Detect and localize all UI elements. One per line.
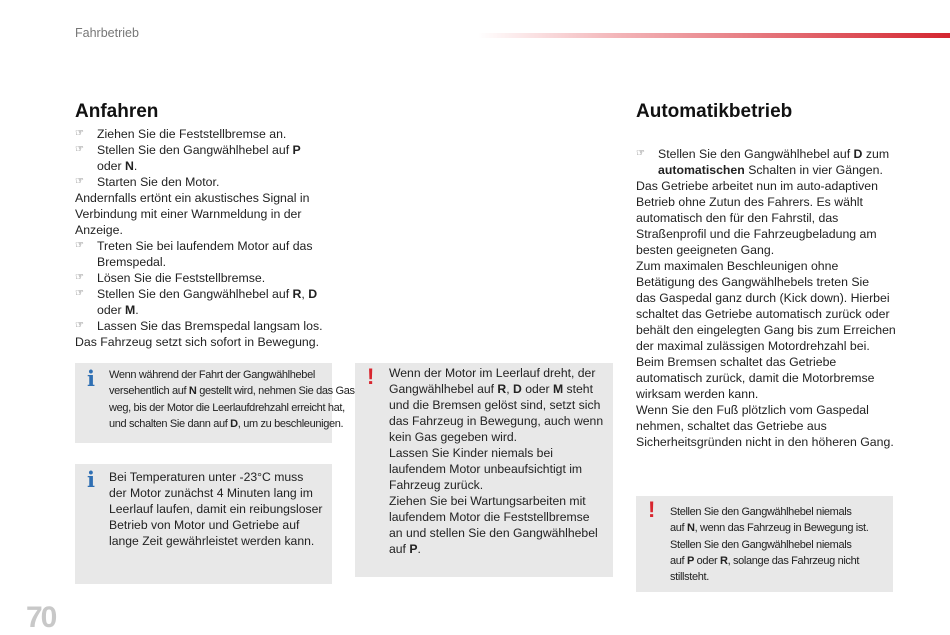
pointing-hand-icon: ☞ [636,148,645,159]
pointing-hand-icon: ☞ [75,240,84,251]
paragraph-line: Betätigung des Gangwählhebels treten Sie [636,275,870,289]
bullet-item: ☞ Lassen Sie das Bremspedal langsam los. [75,319,323,333]
text-line: und die Bremsen gelöst sind, setzt sich [389,398,601,412]
text-line: Ziehen Sie bei Wartungsarbeiten mit [389,494,586,508]
bullet-continuation: oder M. [97,303,139,317]
bullet-item: ☞ Stellen Sie den Gangwählhebel auf D zum [636,147,890,161]
text-line: laufendem Motor die Feststellbremse [389,510,590,524]
text-line: laufendem Motor unbeaufsichtigt im [389,462,583,476]
automatikbetrieb-title: Automatikbetrieb [636,101,793,122]
pointing-hand-icon: ☞ [75,320,84,331]
info-box-shift-neutral [75,363,355,443]
bullet-item: ☞ Treten Sie bei laufendem Motor auf das [75,239,313,253]
text-line: Wenn während der Fahrt der Gangwählhebel [109,369,315,381]
text-line: auf P oder R, solange das Fahrzeug nicht [670,554,860,567]
paragraph-line: Andernfalls ertönt ein akustisches Signal in [75,191,310,205]
bullet-item: ☞ Stellen Sie den Gangwählhebel auf P [75,143,301,157]
warning-box-neutral-park [636,496,893,592]
text-line: Bei Temperaturen unter -23°C muss [109,470,304,484]
paragraph-line: Wenn Sie den Fuß plötzlich vom Gaspedal [636,403,869,417]
text-line: stillsteht. [670,571,709,584]
paragraph-line: Das Getriebe arbeitet nun im auto-adaptiven [636,179,878,193]
text-line: Stellen Sie den Gangwählhebel niemals [670,506,852,518]
text-line: versehentlich auf N gestellt wird, nehmen Sie das Gas [109,385,355,398]
info-box-text [109,367,355,432]
paragraph-line: das Gaspedal ganz durch (Kick down). Hierbei [636,291,890,305]
pointing-hand-icon: ☞ [75,272,84,283]
info-icon: i [87,467,95,492]
paragraph-line: Das Fahrzeug setzt sich sofort in Bewegung. [75,335,320,349]
text-line: an und stellen Sie den Gangwählhebel [389,526,598,540]
bullet-continuation: oder N. [97,159,138,173]
warning-icon: ! [367,364,375,389]
paragraph-line: automatisch den für den Fahrstil, das [636,211,839,225]
text-line: Stellen Sie den Gangwählhebel niemals [670,538,852,551]
info-box-text [109,469,322,549]
info-icon: i [87,366,95,391]
anfahren-title: Anfahren [75,101,159,122]
bullet-continuation: automatischen Schalten in vier Gängen. [658,163,883,177]
text-line: der Motor zunächst 4 Minuten lang im [109,486,313,500]
bullet-item: ☞ Stellen Sie den Gangwählhebel auf R, D [75,287,318,301]
text-line: kein Gas gegeben wird. [389,430,518,444]
warning-box-text [389,365,603,557]
text-line: Wenn der Motor im Leerlauf dreht, der [389,366,596,380]
text-line: Gangwählhebel auf R, D oder M steht [389,382,593,396]
pointing-hand-icon: ☞ [75,128,84,139]
pointing-hand-icon: ☞ [75,288,84,299]
paragraph-line: Zum maximalen Beschleunigen ohne [636,259,839,273]
text-line: und schalten Sie dann auf D, um zu beschleunigen. [109,417,344,430]
section-header: Fahrbetrieb [75,26,139,40]
info-box-low-temperature [75,464,332,584]
anfahren-text [75,126,345,350]
warning-box-text [670,504,868,585]
paragraph-line: wirksam werden kann. [636,387,759,401]
paragraph-line: Verbindung mit einer Warnmeldung in der [75,207,302,221]
bullet-item: ☞ Starten Sie den Motor. [75,175,220,189]
paragraph-line: Sicherheitsgründen nicht in den höheren Gang. [636,435,894,449]
text-line: auf N, wenn das Fahrzeug in Bewegung ist. [670,522,869,535]
pointing-hand-icon: ☞ [75,144,84,155]
automatikbetrieb-text [636,146,901,450]
paragraph-line: der maximal zulässigen Motordrehzahl bei. [636,339,870,353]
pointing-hand-icon: ☞ [75,176,84,187]
paragraph-line: Anzeige. [75,223,123,237]
text-line: Leerlauf laufen, damit ein reibungsloser [109,502,323,516]
text-line: das Fahrzeug in Bewegung, auch wenn [389,414,604,428]
paragraph-line: behält den eingelegten Gang bis zum Erreichen [636,323,896,337]
paragraph-line: Beim Bremsen schaltet das Getriebe [636,355,837,369]
bullet-continuation: Bremspedal. [97,255,167,269]
text-line: Betrieb von Motor und Getriebe auf [109,518,300,532]
bullet-item: ☞ Ziehen Sie die Feststellbremse an. [75,127,287,141]
warning-icon: ! [648,497,656,522]
bullet-item: ☞ Lösen Sie die Feststellbremse. [75,271,266,285]
paragraph-line: Straßenprofil und die Fahrzeugbeladung am [636,227,877,241]
paragraph-line: Betrieb ohne Zutun des Fahrers. Es wählt [636,195,863,209]
text-line: auf P. [389,542,421,556]
page-number: 70 [26,601,56,634]
paragraph-line: schaltet das Getriebe automatisch zurück oder [636,307,890,321]
header-accent-bar [478,33,950,38]
paragraph-line: nehmen, schaltet das Getriebe aus [636,419,827,433]
text-line: lange Zeit gewährleistet werden kann. [109,534,315,548]
text-line: Lassen Sie Kinder niemals bei [389,446,553,460]
paragraph-line: automatisch zurück, damit die Motorbremse [636,371,875,385]
warning-box-creep [355,363,613,577]
text-line: weg, bis der Motor die Leerlaufdrehzahl erreicht hat, [109,401,345,414]
paragraph-line: besten geeigneten Gang. [636,243,775,257]
text-line: Fahrzeug zurück. [389,478,484,492]
